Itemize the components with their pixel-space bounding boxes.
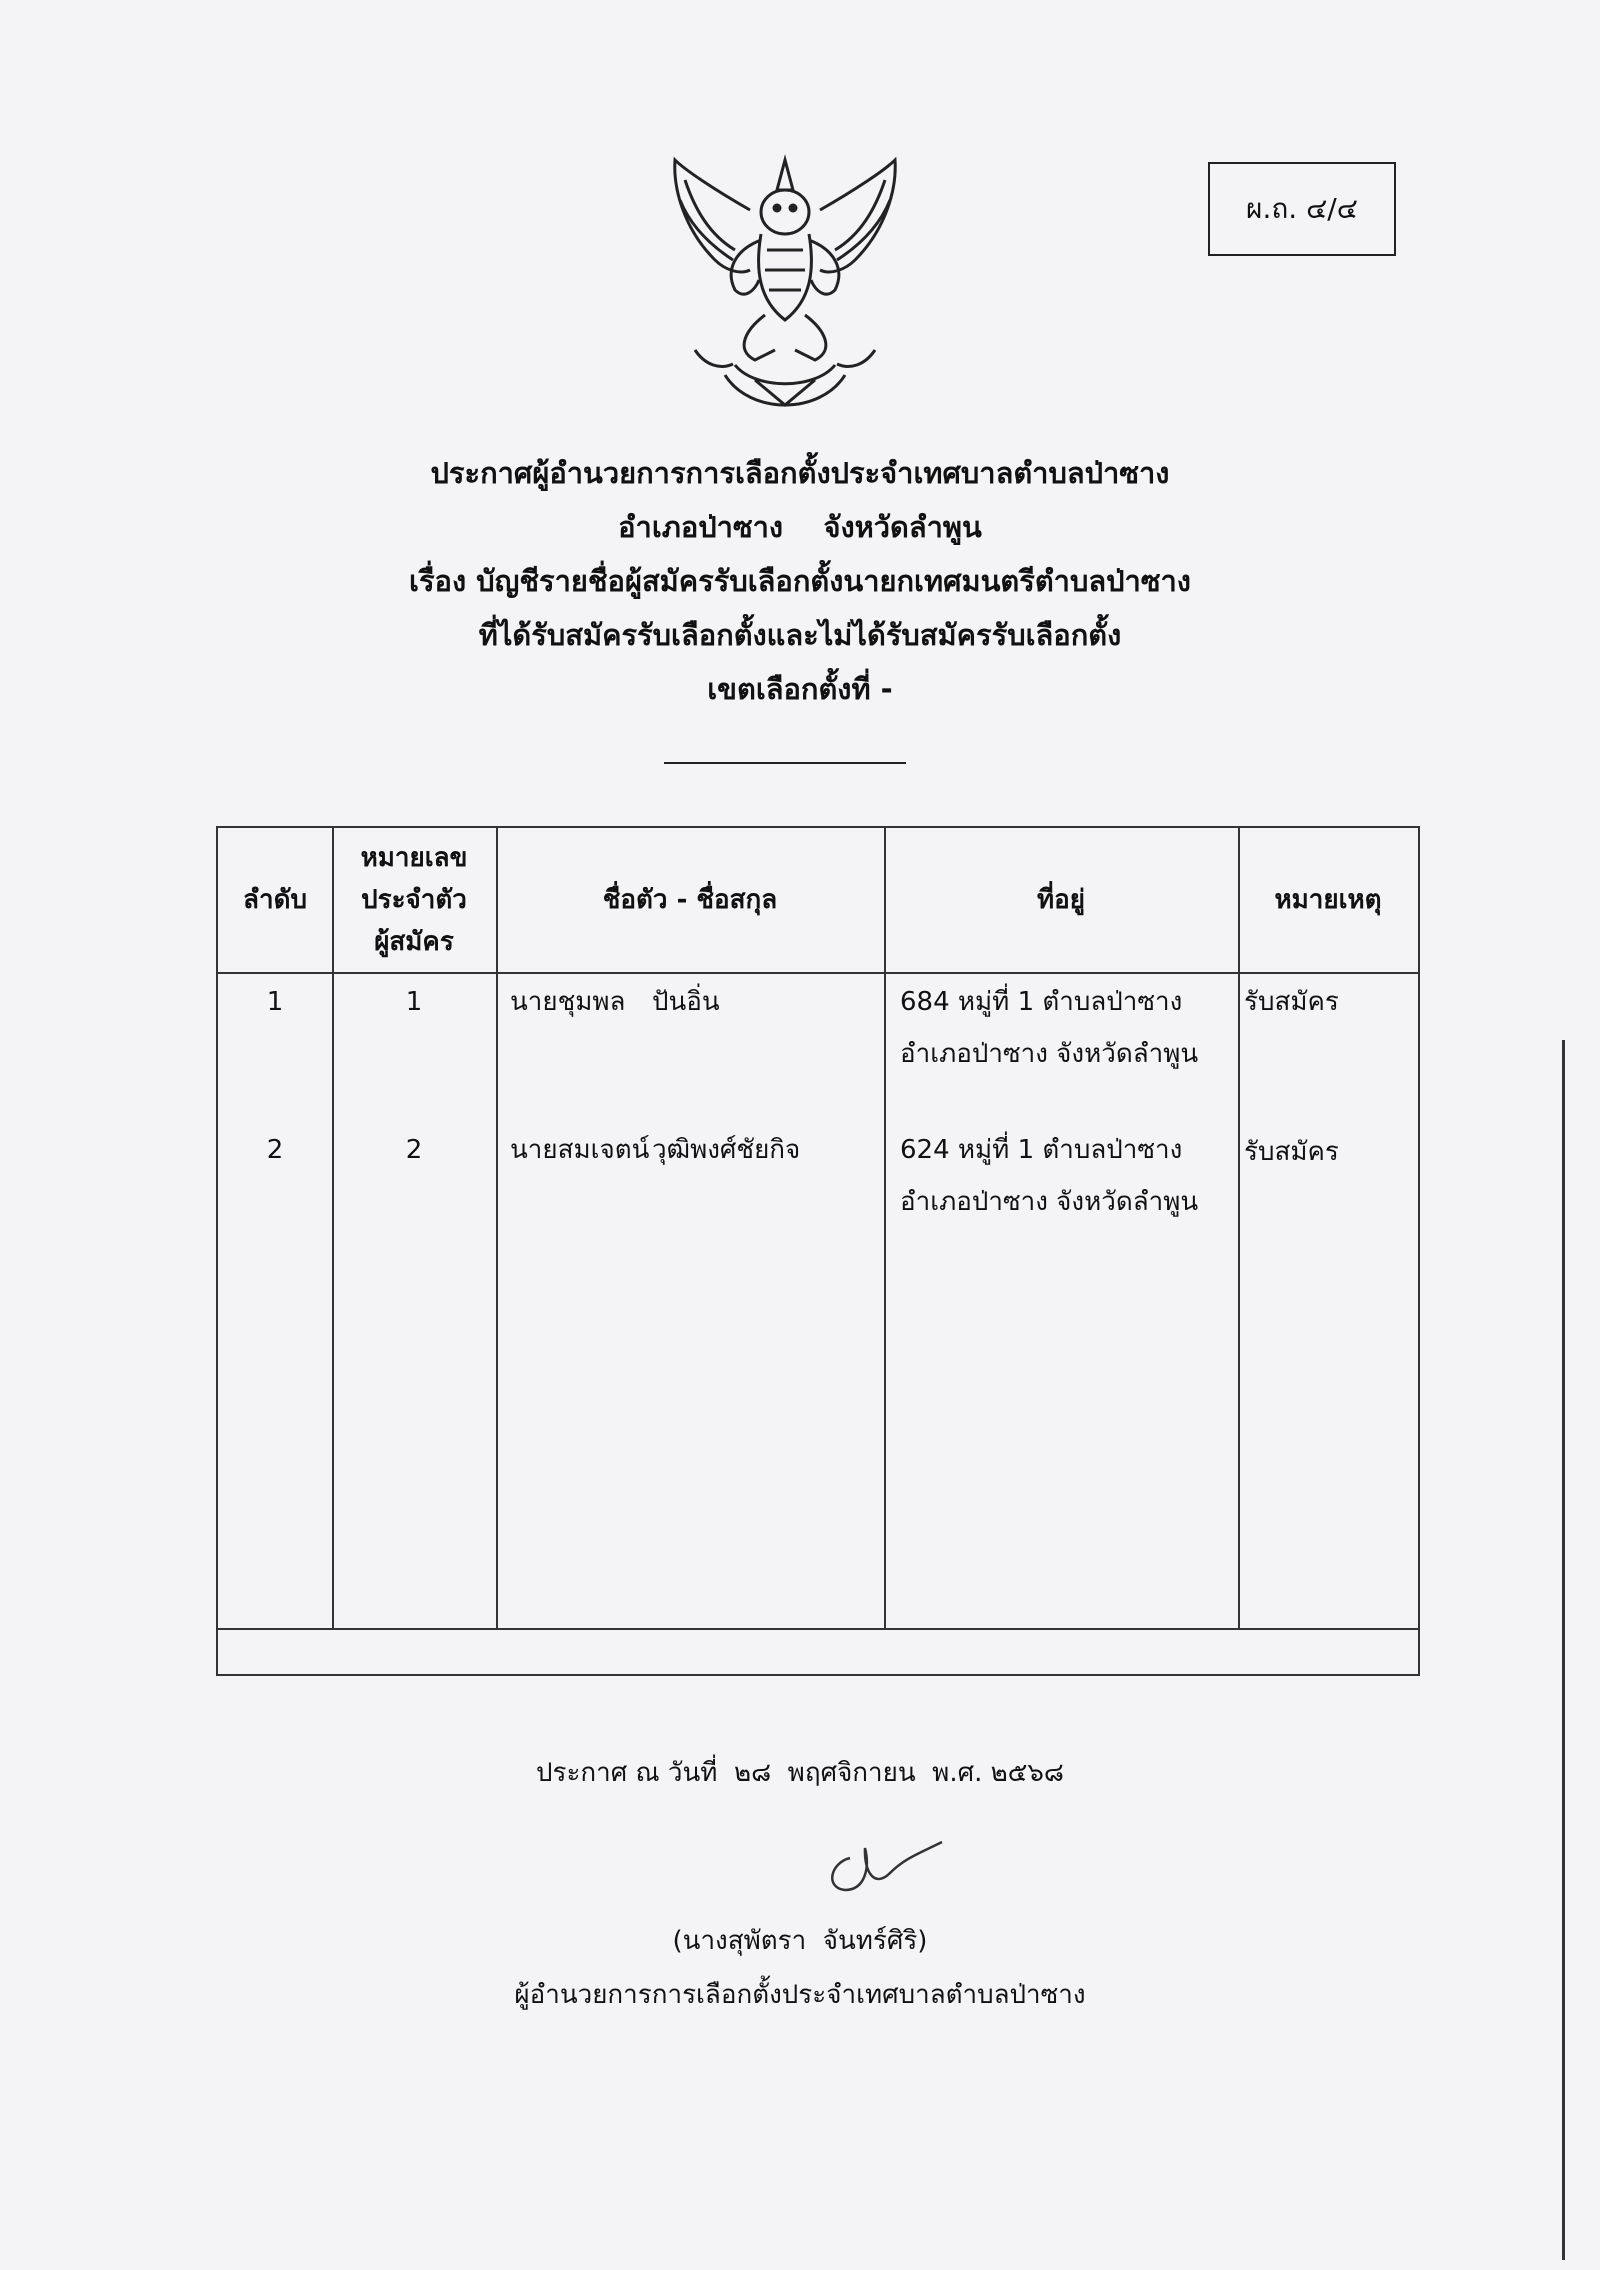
row-1-order: 1 [266,987,284,1017]
header-line-5: เขตเลือกตั้งที่ - [707,672,893,706]
row-1-address-line-1: 684 หมู่ที่ 1 ตำบลป่าซาง [900,987,1183,1017]
row-2-number: 2 [405,1135,423,1165]
row-2-remark: รับสมัคร [1244,1137,1339,1167]
candidate-table [216,826,1420,1676]
row-1-remark: รับสมัคร [1244,987,1339,1017]
row-1-last-name: ปันอิ่น [652,987,720,1017]
header-line-4: ที่ได้รับสมัครรับเลือกตั้งและไม่ได้รับสมัครรับเลือกตั้ง [478,618,1122,652]
header-number-line-2: ประจำตัว [361,885,467,915]
header-candidate-number [332,828,496,972]
header-order: ลำดับ [243,885,307,915]
announcement-date: ประกาศ ณ วันที่ ๒๘ พฤศจิกายน พ.ศ. ๒๕๖๘ [535,1758,1064,1788]
header-number-line-1: หมายเลข [360,843,468,873]
signer-name: (นางสุพัตรา จันทร์ศิริ) [672,1926,928,1956]
row-2-order: 2 [266,1135,284,1165]
form-code: ผ.ถ. ๔/๔ [1246,192,1358,225]
handwritten-signature [820,1828,950,1898]
row-2-last-name: วุฒิพงศ์ชัยกิจ [652,1135,801,1165]
header-line-1: ประกาศผู้อำนวยการการเลือกตั้งประจำเทศบาลตำบลป่าซาง [430,456,1170,490]
row-1-number: 1 [405,987,423,1017]
garuda-emblem-icon [655,150,915,420]
header-remark: หมายเหตุ [1274,885,1382,915]
row-2-address-line-1: 624 หมู่ที่ 1 ตำบลป่าซาง [900,1135,1183,1165]
form-code-box [1208,162,1396,256]
header-line-2: อำเภอป่าซาง จังหวัดลำพูน [618,510,982,544]
header-name: ชื่อตัว - ชื่อสกุล [602,885,778,915]
row-1-address-line-2: อำเภอป่าซาง จังหวัดลำพูน [900,1039,1199,1069]
footer-divider [218,1628,1418,1630]
scan-edge-line [1562,1040,1565,2260]
header-number-line-3: ผู้สมัคร [374,927,454,957]
header-divider [218,972,1418,974]
row-1-first-name: นายชุมพล [510,987,626,1017]
header-address: ที่อยู่ [1037,885,1085,915]
header-line-3: เรื่อง บัญชีรายชื่อผู้สมัครรับเลือกตั้งนายกเทศมนตรีตำบลป่าซาง [409,564,1191,598]
row-2-first-name: นายสมเจตน์ [510,1135,650,1165]
signer-title: ผู้อำนวยการการเลือกตั้งประจำเทศบาลตำบลป่าซาง [514,1980,1086,2010]
row-2-address-line-2: อำเภอป่าซาง จังหวัดลำพูน [900,1187,1199,1217]
announcement-header [200,446,1400,716]
divider-line [664,762,906,764]
